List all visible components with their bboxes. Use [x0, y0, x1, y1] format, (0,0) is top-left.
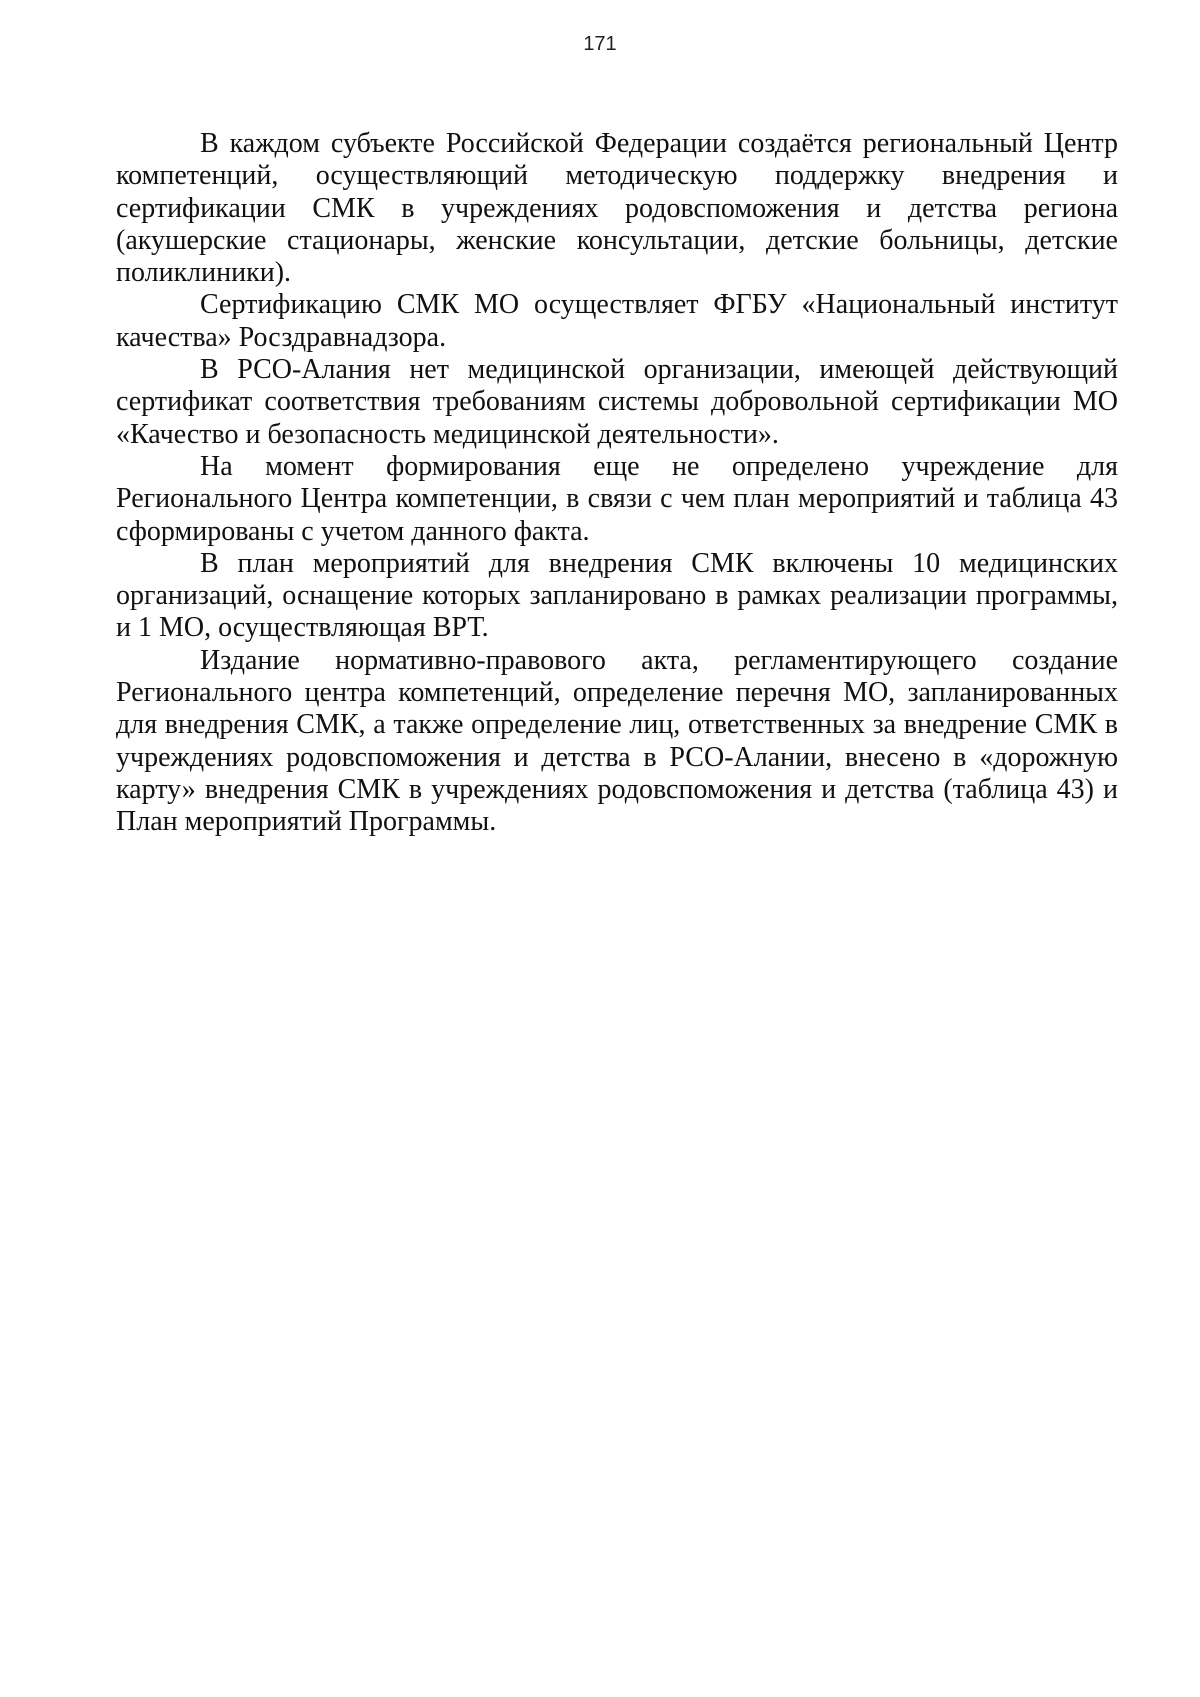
- body-text: [116, 128, 1118, 839]
- page-number: 171: [583, 33, 617, 55]
- paragraph-plan-organizations: В план мероприятий для внедрения СМК включены 10 медицинских организаций, оснащение которых запланировано в рамках реализации программы, и 1 МО, осуществляющая ВРТ.: [116, 547, 1118, 644]
- paragraph-regional-center: В каждом субъекте Российской Федерации создаётся региональный Центр компетенций, осуществляющий методическую поддержку внедрения и сертификации СМК в учреждениях родовспоможения и детства региона (акушерские стационары, женские консультации, детские больницы, детские поликлиники).: [116, 128, 1118, 289]
- paragraph-certification: Сертификацию СМК МО осуществляет ФГБУ «Национальный институт качества» Росздравнадзора.: [116, 289, 1118, 353]
- paragraph-no-certificate: В РСО-Алания нет медицинской организации, имеющей действующий сертификат соответствия требованиям системы добровольной сертификации МО «Качество и безопасность медицинской деятельности».: [116, 354, 1118, 450]
- paragraph-legal-act: Издание нормативно-правового акта, регламентирующего создание Регионального центра компетенций, определение перечня МО, запланированных для внедрения СМК, а также определение лиц, ответственных за внедрение СМК в учреждениях родовспоможения и детства в РСО-Алании, внесено в «дорожную карту» внедрения СМК в учреждениях родовспоможения и детства (таблица 43) и План мероприятий Программы.: [116, 644, 1118, 838]
- paragraph-not-determined: На момент формирования еще не определено учреждение для Регионального Центра компетенции, в связи с чем план мероприятий и таблица 43 сформированы с учетом данного факта.: [116, 450, 1118, 547]
